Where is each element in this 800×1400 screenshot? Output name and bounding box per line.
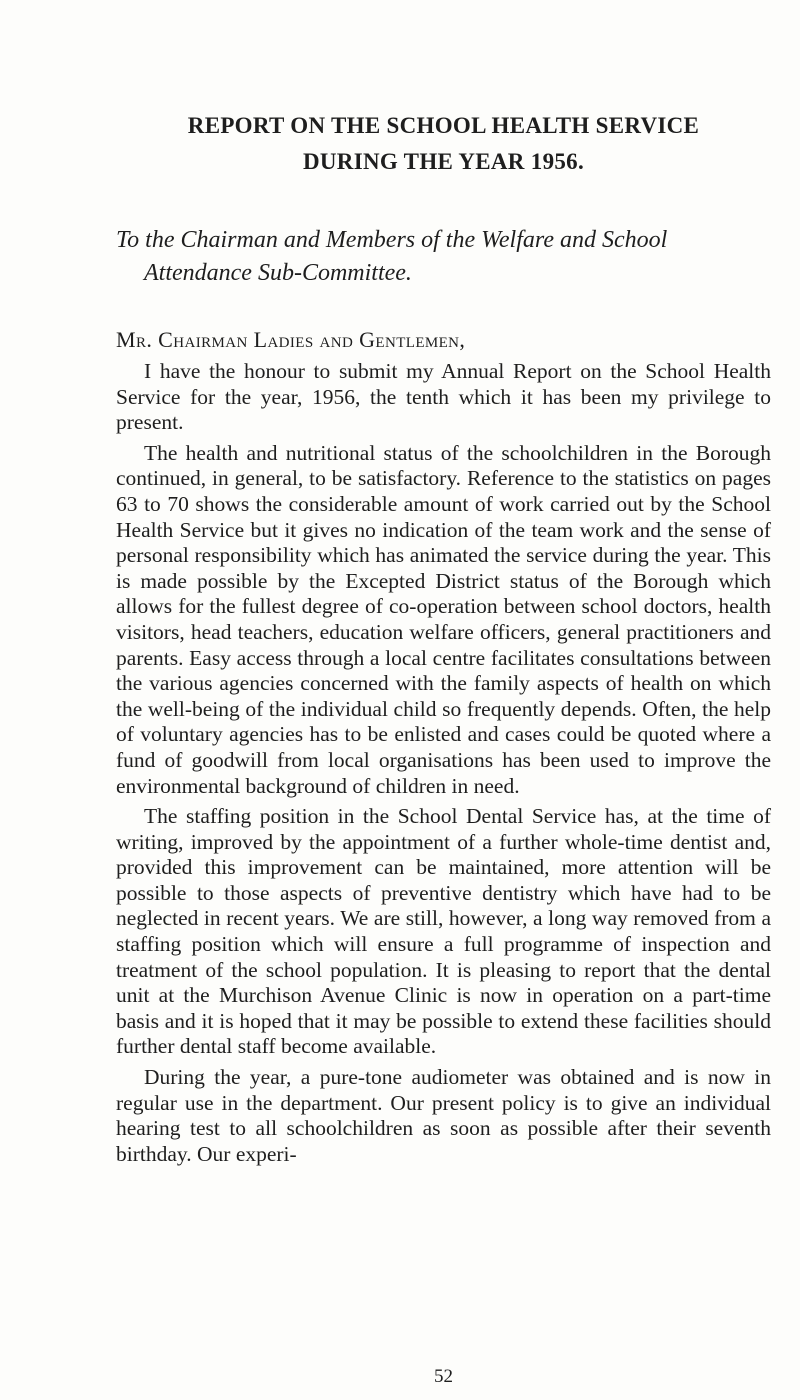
address-block (116, 224, 771, 290)
report-title (116, 108, 771, 180)
address-line-2: Attendance Sub-Committee. (144, 260, 412, 286)
salutation: Mr. Chairman Ladies and Gentlemen, (116, 327, 466, 352)
paragraph-4: During the year, a pure-tone audiometer was obtained and is now in regular use in the department. Our present policy is to give an individual hearing test to all schoolchildren as soon as possible after their seventh birthday. Our experi- (116, 1065, 771, 1166)
title-line-2: DURING THE YEAR 1956. (302, 149, 585, 174)
paragraph-2: The health and nutritional status of the schoolchildren in the Borough continued, in general, to be satisfactory. Reference to the statistics on pages 63 to 70 shows the considerable amount of work carried out by the School Health Service but it gives no indication of the team work and the sense of personal responsibility which has animated the service during the year. This is made possible by the Excepted District status of the Borough which allows for the fullest degree of co-operation between school doctors, health visitors, head teachers, education welfare officers, general practitioners and parents. Easy access through a local centre facilitates consultations between the various agencies concerned with the family aspects of health on which the well-being of the individual child so frequently depends. Often, the help of voluntary agencies has to be enlisted and cases could be quoted where a fund of goodwill from local organisations has been used to improve the environmental background of children in need. (116, 440, 771, 798)
address-line-1: To the Chairman and Members of the Welfare and School (116, 227, 668, 253)
paragraph-1: I have the honour to submit my Annual Report on the School Health Service for the year, 1956, the tenth which it has been my privilege to present. (116, 359, 771, 435)
document-page (116, 0, 771, 1387)
page-number: 52 (434, 1366, 453, 1387)
paragraph-3: The staffing position in the School Dental Service has, at the time of writing, improved by the appointment of a further whole-time dentist and, provided this improvement can be maintained, more attention will be possible to those aspects of preventive dentistry which have had to be neglected in recent years. We are still, however, a long way removed from a staffing position which will ensure a full programme of inspection and treatment of the school population. It is pleasing to report that the dental unit at the Murchison Avenue Clinic is now in operation on a part-time basis and it is hoped that it may be possible to extend these facilities should further dental staff become available. (116, 804, 771, 1059)
title-line-1: REPORT ON THE SCHOOL HEALTH SERVICE (187, 113, 700, 138)
